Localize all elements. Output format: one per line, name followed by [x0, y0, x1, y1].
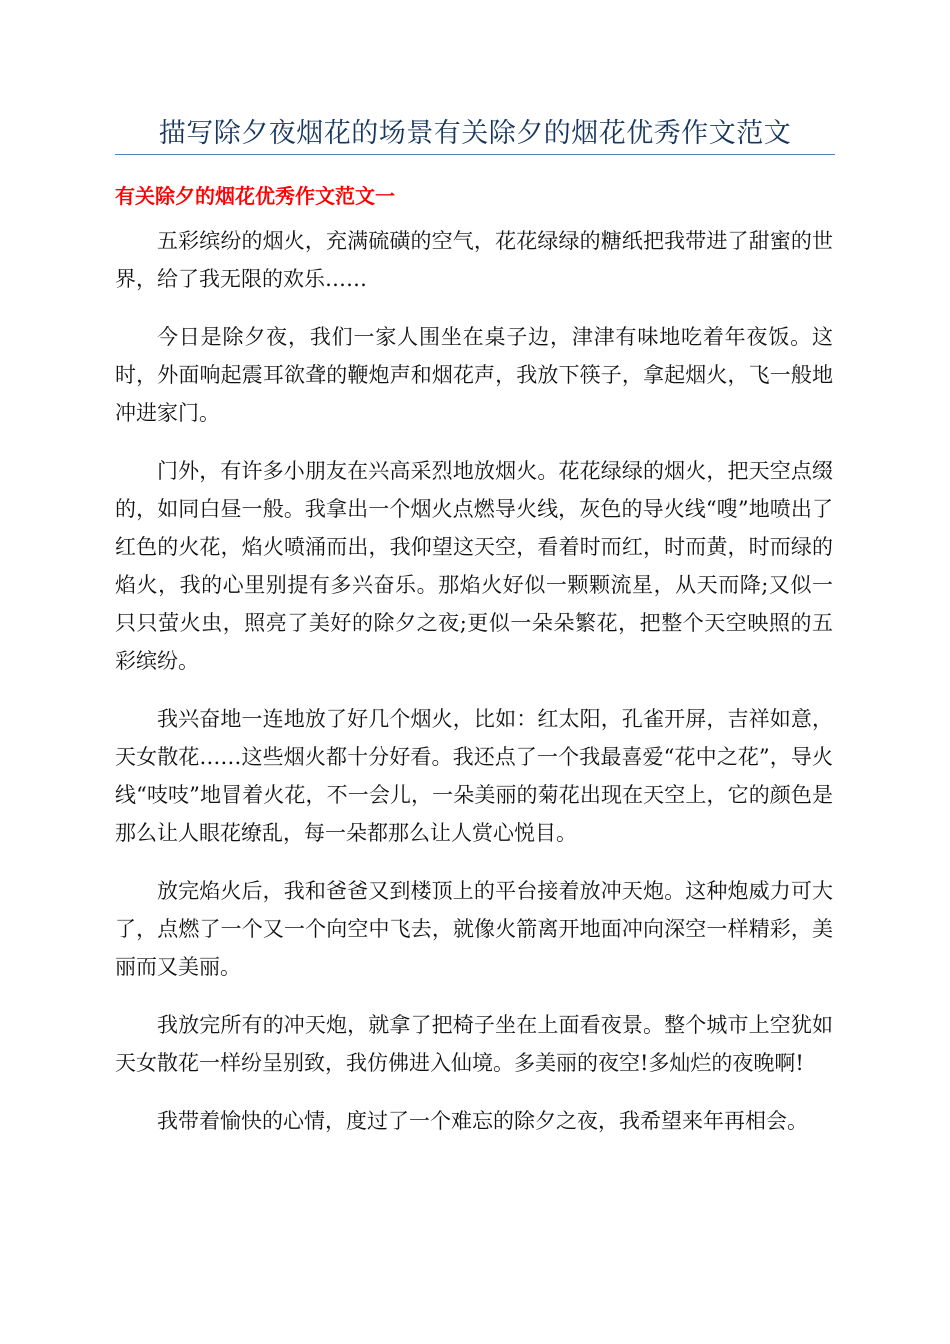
section-heading: 有关除夕的烟花优秀作文范文一	[115, 184, 395, 208]
essay-body	[115, 222, 833, 1160]
paragraph-2: 今日是除夕夜，我们一家人围坐在桌子边，津津有味地吃着年夜饭。这时，外面响起震耳欲聋的鞭炮声和烟花声，我放下筷子，拿起烟火，飞一般地冲进家门。	[115, 325, 833, 425]
title-underline-rule	[115, 154, 835, 155]
paragraph-5: 放完焰火后，我和爸爸又到楼顶上的平台接着放冲天炮。这种炮威力可大了，点燃了一个又一个向空中飞去，就像火箭离开地面冲向深空一样精彩，美丽而又美丽。	[115, 879, 833, 979]
paragraph-6: 我放完所有的冲天炮，就拿了把椅子坐在上面看夜景。整个城市上空犹如天女散花一样纷呈别致，我仿佛进入仙境。多美丽的夜空!多灿烂的夜晚啊!	[115, 1013, 833, 1075]
paragraph-4: 我兴奋地一连地放了好几个烟火，比如：红太阳，孔雀开屏，吉祥如意，天女散花……这些烟火都十分好看。我还点了一个我最喜爱“花中之花”，导火线“吱吱”地冒着火花，不一会儿，一朵美丽的菊花出现在天空上，它的颜色是那么让人眼花缭乱，每一朵都那么让人赏心悦目。	[115, 707, 833, 845]
paragraph-3: 门外，有许多小朋友在兴高采烈地放烟火。花花绿绿的烟火，把天空点缀的，如同白昼一般。我拿出一个烟火点燃导火线，灰色的导火线“嗖”地喷出了红色的火花，焰火喷涌而出，我仰望这天空，看着时而红，时而黄，时而绿的焰火，我的心里别提有多兴奋乐。那焰火好似一颗颗流星，从天而降;又似一只只萤火虫，照亮了美好的除夕之夜;更似一朵朵繁花，把整个天空映照的五彩缤纷。	[115, 459, 833, 673]
paragraph-1: 五彩缤纷的烟火，充满硫磺的空气，花花绿绿的糖纸把我带进了甜蜜的世界，给了我无限的欢乐……	[115, 229, 833, 291]
document-title: 描写除夕夜烟花的场景有关除夕的烟花优秀作文范文	[158, 118, 792, 149]
paragraph-7: 我带着愉快的心情，度过了一个难忘的除夕之夜，我希望来年再相会。	[157, 1109, 808, 1133]
